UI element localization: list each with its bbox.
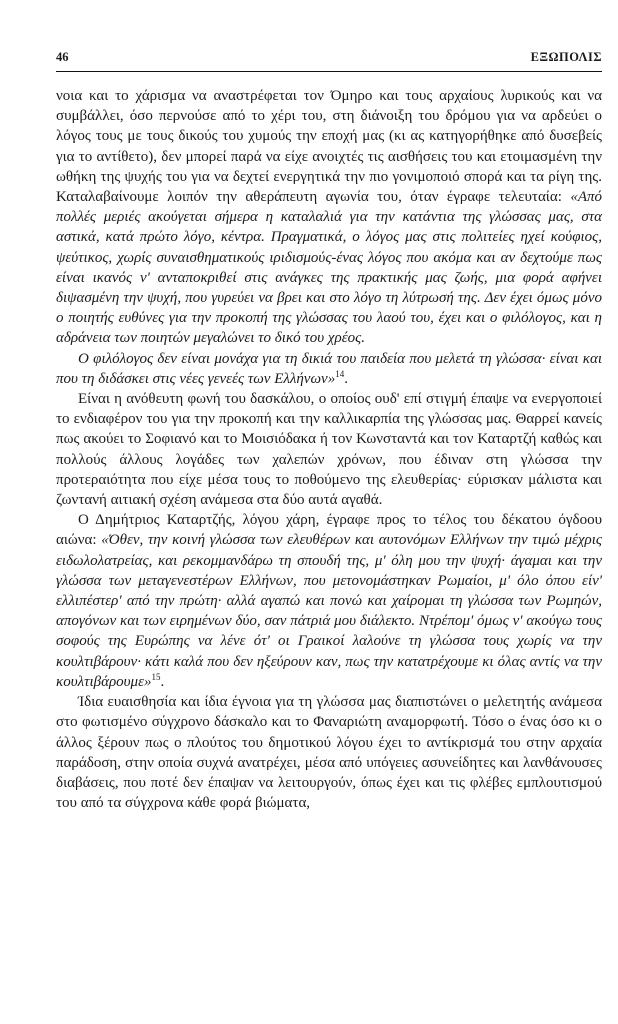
running-title: ΕΞΩΠΟΛΙΣ [530,50,602,64]
body-text [56,86,602,813]
footnote-ref: 15 [151,671,161,682]
header-rule [56,71,602,72]
quotation-text: «Από πολλές μεριές ακούγεται σήμερα η καταλαλιά για την κατάντια της γλώσσας μας, στα αστικά, κατά πρώτο λόγο, κέντρα. Πραγματικά, ο λόγος μας στις πολιτείες ηχεί κούφιος, ψεύτικος, χωρίς συναισθηματικούς ιριδισμούς-ένας λόγος που ακόμα και αν δεχτούμε πως είναι ικανός ν' ανταποκριθεί στις ανάγκες της πρακτικής μας ζωής, μια φορά αφήνει διψασμένη την ψυχή, που γυρεύει να βρει και στο λόγο τη λύτρωσή της. Δεν έχει όμως μόνο ο ποιητής ευθύνες για την προκοπή της γλώσσας του λαού του, έχει και ο φιλόλογος, και η αδράνεια των ποιητών μεγαλώνει το δικό του χρέος. [56,189,602,347]
running-header [56,50,602,68]
paragraph-text: . [344,370,348,387]
paragraph-text: . [160,673,165,690]
paragraph-text: Ο Δημήτριος Καταρτζής, λόγου χάρη, έγραφε προς το τέλος του δέκατου όγδοου αιώνα: [56,512,602,549]
page-number: 46 [56,50,69,64]
paragraph-text: νοια και το χάρισμα να αναστρέφεται τον Όμηρο και τους αρχαίους λυρικούς και να συμβάλλει, όσο περνούσε από το χέρι του, στη διάνοιξη του δρόμου για να αρδεύει ο λόγος τους με τους δικούς του χυμούς την εποχή μας (κι ας κατηγορήθηκε από δυσεβείς για το αντίθετο), δεν μπορεί παρά να είχε ανοιχτές τις αισθήσεις του και ετοιμασμένη την ωθήκη της ψυχής του για να δεχτεί ενεργητικά την πιο γονιμοποιό σπορά και τα ρίγη της. Καταλαβαίνουμε λοιπόν την αθεράπευτη αγωνία του, όταν έγραφε τελευταία: [56,88,602,206]
paragraph [56,86,602,349]
paragraph-text: Είναι η ανόθευτη φωνή του δασκάλου, ο οποίος ουδ' επί στιγμή έπαψε να ενεργοποιεί το ενδιαφέρον του για την προκοπή και την καλλικαρπία της γλώσσας μας. Θαρρεί κανείς πως ακούει το Σοφιανό και το Μοισιόδακα ή τον Κωνσταντά και τον Καταρτζή καθώς και πολλούς άλλους λογάδες των χαλεπών χρόνων, που έδιναν στη γλώσσα την προτεραιότητα που είχε μέσα τους το ποθούμενο της ελευθερίας· εύρισκαν μάλιστα και ζωντανή αιτιακή σχέση ανάμεσα στα δύο αυτά αγαθά. [56,391,602,509]
paragraph [56,389,602,510]
paragraph [56,349,602,389]
paragraph [56,692,602,813]
quotation-text: «Όθεν, την κοινή γλώσσα των ελευθέρων και αυτονόμων Ελλήνων την τιμώ μέχρις ειδωλολατρείας, και ρεκομμανδάρω τη σπουδή της, μ' όλη μου την ψυχή· άγαμαι και την γλώσσα των μεταγενεστέρων Ελλήνων, που μετονομάστηκαν Ρωμαίοι, μ' όλο όπου είν' ελλιπέστερ' από την πρώτη· αλλά αγαπώ και πονώ και χαίρομαι τη γλώσσα των Ρωμηών, απογόνων και των ειρημένων δύο, σαν πάτριά μου διάλεκτο. Ντρέπομ' όμως ν' ακούγω τους σοφούς της Ευρώπης να λένε ότ' οι Γραικοί λαλούνε τη γλώσσα τους χωρίς να την κουλτιβάρουν· κάτι καλά που δεν ηξεύρουν καν, πως την κατατρέχουμε κι όλας αντίς να την κουλτιβάρουμε» [56,532,602,690]
paragraph-text: Ίδια ευαισθησία και ίδια έγνοια για τη γλώσσα μας διαπιστώνει ο μελετητής ανάμεσα στο φωτισμένο σύγχρονο δάσκαλο και το Φαναριώτη αναμορφωτή. Τόσο ο ένας όσο κι ο άλλος ξέρουν πως ο πλούτος του δημοτικού λόγου έχει το αντίκρισμά του στην αρχαία παράδοση, στην οποία συχνά ανατρέχει, μέσα από υπόγειες ασυνείδητες και λανθάνουσες διαβάσεις, που ποτέ δεν έπαψαν να λειτουργούν, όπως έχει και τις φλέβες εμπλουτισμού του από τα σύγχρονα κάθε φορά βιώματα, [56,694,602,812]
footnote-ref: 14 [335,368,345,379]
quotation-text: Ο φιλόλογος δεν είναι μονάχα για τη δικιά του παιδεία που μελετά τη γλώσσα· είναι και που τη διδάσκει στις νέες γενεές των Ελλήνων» [56,350,602,387]
paragraph [56,510,602,692]
